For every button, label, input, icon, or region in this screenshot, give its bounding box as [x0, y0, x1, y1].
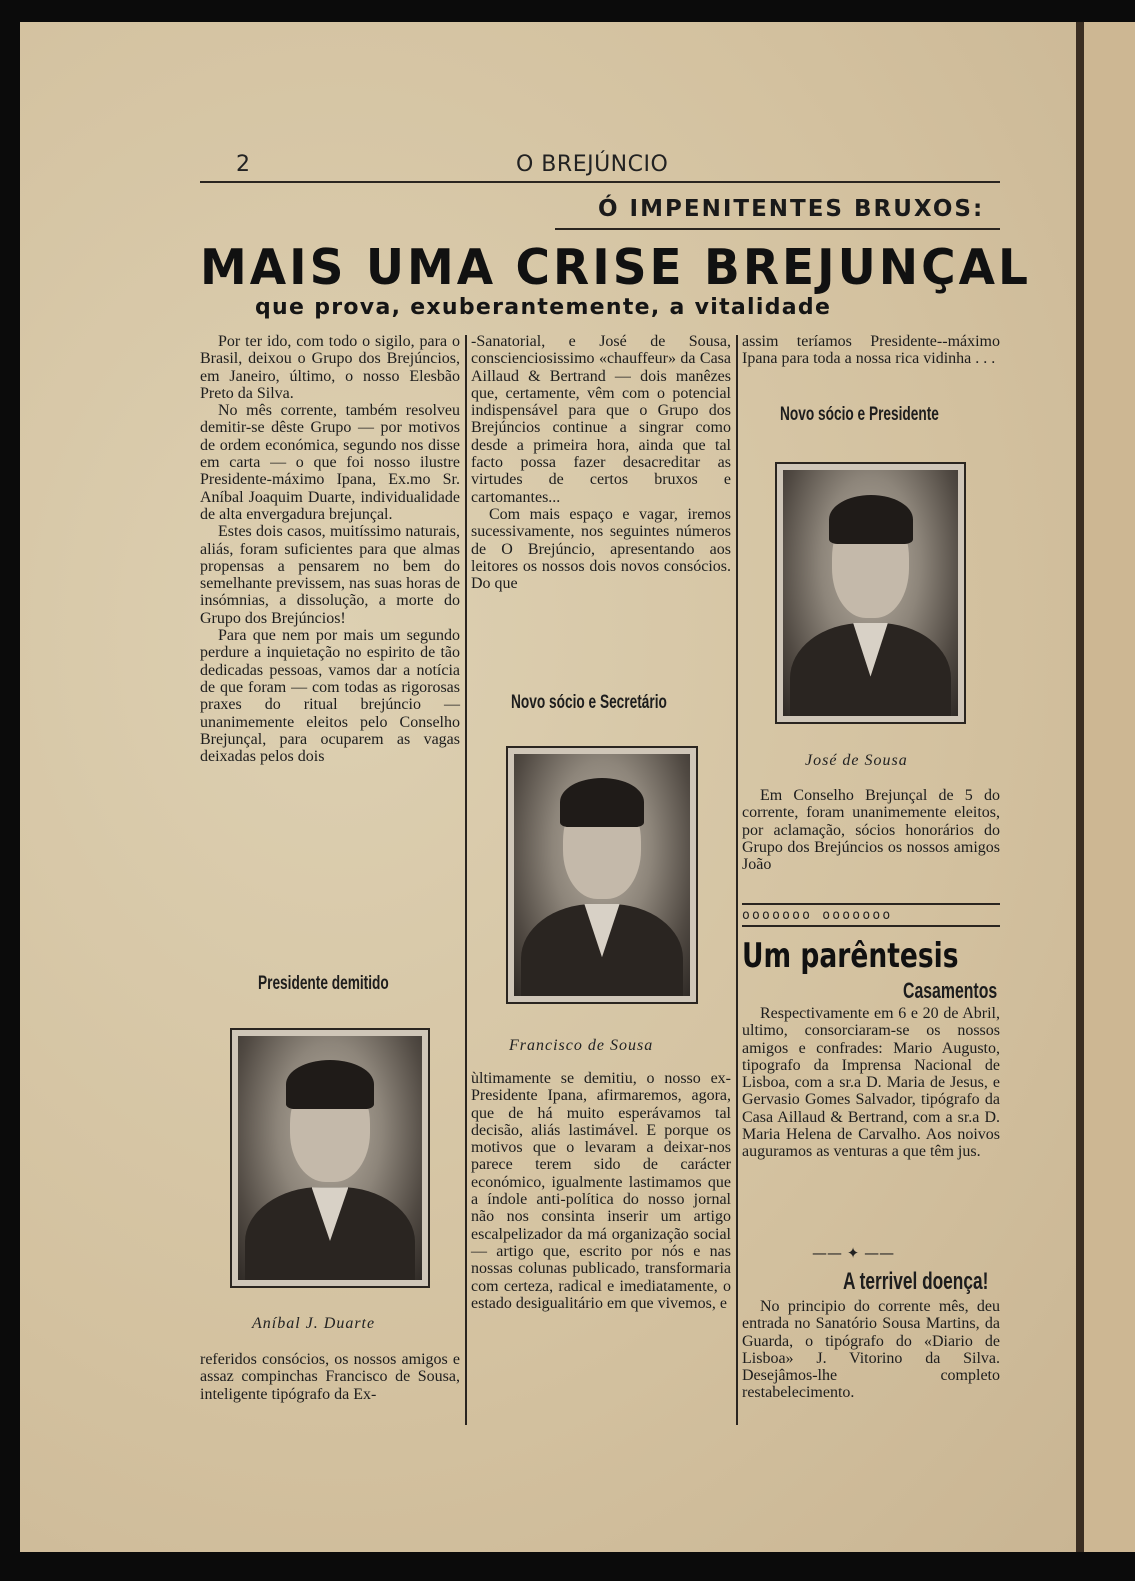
photo-caption-jose: José de Sousa [805, 752, 908, 769]
column-3-top [742, 333, 1000, 368]
headline: MAIS UMA CRISE BREJUNÇAL [200, 238, 1031, 297]
photo-francisco-sousa [506, 746, 698, 1004]
kicker: Ó IMPENITENTES BRUXOS: [598, 196, 985, 222]
next-page-edge [1084, 22, 1135, 1552]
casamentos-text [742, 1005, 1000, 1161]
kicker-rule [555, 228, 1000, 230]
column-3-after-photo [742, 787, 1000, 873]
portrait-hair [286, 1060, 374, 1109]
photo-jose-sousa [775, 462, 966, 724]
column-1-text [200, 333, 460, 765]
photo-title-novo-secretario: Novo sócio e Secretário [511, 692, 667, 713]
portrait-image [238, 1036, 422, 1280]
paragraph: Com mais espaço e vagar, iremos sucessivamente, nos seguintes números de O Brejúncio, apresentando aos leitores os nossos dois novos consócios. Do que [471, 505, 731, 593]
doenca-title: A terrivel doença! [843, 1268, 989, 1295]
portrait-image [514, 754, 690, 996]
portrait-hair [560, 778, 644, 826]
paragraph: ùltimamente se demitiu, o nosso ex-Presidente Ipana, afirmaremos, agora, que de há muito esperávamos tal decisão, aliás lastimável. E porque os motivos que o levaram a deixar-nos parece terem sido de carácter económico, igualmente lastimamos que a índole anti-política do nosso jornal não nos consinta inserir um artigo escalpelizador da má organização social — artigo que, escrito por nós e nas nossas colunas publicado, transformaria com certeza, radical e imediatamente, o estado desigualitário em que vivemos, e [471, 1070, 731, 1312]
divider-rule-bottom [742, 925, 1000, 927]
paper-name: O BREJÚNCIO [516, 152, 669, 177]
paragraph: No principio do corrente mês, deu entrada no Sanatório Sousa Martins, da Guarda, o tipógrafo do «Diario de Lisboa» J. Vitorino da Silva. Desejâmos-lhe completo restabelecimento. [742, 1298, 1000, 1402]
column-2-after-photo [471, 1070, 731, 1312]
paragraph: referidos consócios, os nossos amigos e assaz compinchas Francisco de Sousa, inteligente tipógrafo da Ex- [200, 1351, 460, 1403]
header-rule [200, 181, 1000, 183]
paragraph: Por ter ido, com todo o sigilo, para o Brasil, deixou o Grupo dos Brejúncios, em Janeiro, último, o nosso Elesbão Preto da Silva. [200, 333, 460, 402]
photo-caption-francisco: Francisco de Sousa [509, 1037, 654, 1054]
page-number: 2 [236, 152, 250, 177]
column-2-text [471, 333, 731, 592]
circle-divider: ooooooo ooooooo [742, 908, 893, 923]
portrait-image [783, 470, 958, 716]
photo-title-novo-presidente: Novo sócio e Presidente [780, 404, 939, 425]
photo-title-presidente-demitido: Presidente demitido [258, 973, 389, 994]
subhead: que prova, exuberantemente, a vitalidade [255, 295, 832, 320]
casamentos-title: Casamentos [903, 978, 998, 1003]
divider-rule-top [742, 903, 1000, 905]
paragraph: assim teríamos Presidente--máximo Ipana para toda a nossa rica vidinha . . . [742, 333, 1000, 368]
doenca-text [742, 1298, 1000, 1402]
page-fold [1076, 22, 1084, 1552]
column-1-after-photo [200, 1351, 460, 1403]
photo-caption-anibal: Aníbal J. Duarte [252, 1315, 376, 1332]
portrait-hair [829, 495, 913, 544]
ornament-divider: —— ✦ —— [812, 1244, 895, 1262]
paragraph: Em Conselho Brejunçal de 5 do corrente, foram unanimemente eleitos, por aclamação, sócios honorários do Grupo dos Brejúncios os nossos amigos João [742, 787, 1000, 874]
paragraph: No mês corrente, também resolveu demitir-se dêste Grupo — por motivos de ordem económica, segundo nos disse em carta — o que foi nosso ilustre Presidente-máximo Ipana, Ex.mo Sr. Aníbal Joaquim Duarte, individualidade de alta envergadura brejunçal. [200, 402, 460, 523]
photo-anibal-duarte [230, 1028, 430, 1288]
paragraph: -Sanatorial, e José de Sousa, conscienciosissimo «chauffeur» da Casa Aillaud & Bertrand — dois manêzes que, certamente, vêm com o potencial indispensável para que o Grupo dos Brejúncios continue a singrar como desde a primeira hora, ainda que tal facto possa fazer desacreditar as virtudes de certos bruxos e cartomantes... [471, 333, 731, 506]
paragraph: Para que nem por mais um segundo perdure a inquietação no espirito de tão dedicadas pessoas, vamos dar a notícia de que foram — com todas as rigorosas praxes do ritual brejúncio — unanimemente eleitos pelo Conselho Brejunçal, para ocuparem as vagas deixadas pelos dois [200, 627, 460, 766]
section-title-parentesis: Um parêntesis [742, 936, 959, 976]
paragraph: Estes dois casos, muitíssimo naturais, aliás, foram suficientes para que almas propensas a pensarem no bem do semelhante previssem, nas suas horas de insómnias, a dissolução, a morte do Grupo dos Brejúncios! [200, 523, 460, 627]
paragraph: Respectivamente em 6 e 20 de Abril, ultimo, consorciaram-se os nossos amigos e confrades: Mario Augusto, tipografo da Imprensa Nacional de Lisboa, com a sr.a D. Maria de Jesus, e Gervasio Gomes Salvador, tipógrafo da Casa Aillaud & Bertrand, com a sr.a D. Maria Helena de Carvalho. Aos noivos auguramos as venturas a que têm jus. [742, 1005, 1000, 1161]
column-divider-2 [736, 335, 738, 1425]
column-divider-1 [465, 335, 467, 1425]
